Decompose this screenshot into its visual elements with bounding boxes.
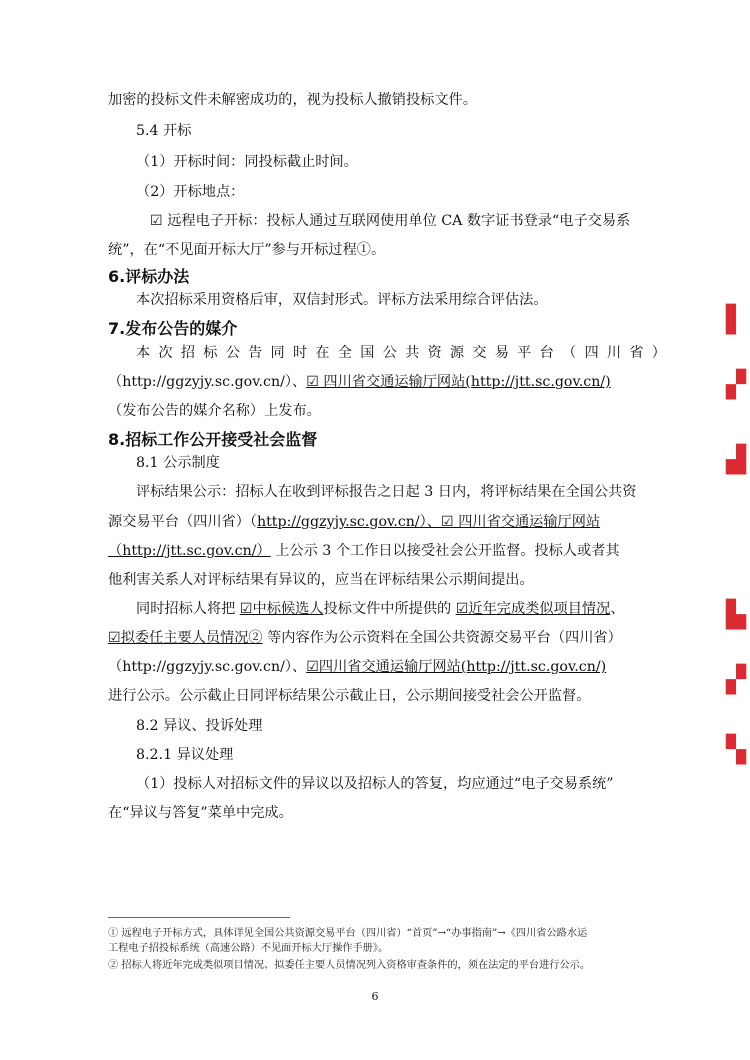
page-number: 6 xyxy=(371,990,379,1003)
spread-char: 招 xyxy=(180,345,196,361)
footnote-1: ① 远程电子开标方式，具体详见全国公共资源交易平台（四川省）“首页”→“办事指南”→《四川省公路水运 xyxy=(108,928,588,939)
text-span: 上公示 3 个工作日以接受社会公开监督。投标人或者其 xyxy=(270,543,620,559)
seal-mark: ▚ xyxy=(726,735,746,765)
text-span: 源交易平台（四川省）（ xyxy=(108,514,257,530)
paragraph-line xyxy=(108,541,668,561)
spread-char: 次 xyxy=(158,345,173,361)
seal-mark: ▙ xyxy=(726,600,746,630)
paragraph-line: （2）开标地点： xyxy=(136,184,245,200)
section-7-heading: 7.发布公告的媒介 xyxy=(108,319,238,338)
paragraph-line: 统”，在“不见面开标大厅”参与开标过程①。 xyxy=(108,242,386,258)
spread-char: 同 xyxy=(270,345,285,361)
paragraph-line xyxy=(108,372,668,392)
paragraph-line-spread xyxy=(136,343,666,363)
text-span: 投标文件中所提供的 xyxy=(323,601,456,617)
paragraph-line: 评标结果公示：招标人在收到评标报告之日起 3 日内，将评标结果在全国公共资 xyxy=(136,484,637,500)
spread-char: 共 xyxy=(405,345,420,361)
paragraph-line: （发布公告的媒介名称）上发布。 xyxy=(108,403,321,419)
spread-char: 资 xyxy=(427,345,442,361)
spread-char: 源 xyxy=(449,345,465,361)
paragraph-line: 加密的投标文件未解密成功的，视为投标人撤销投标文件。 xyxy=(108,92,477,108)
spread-char: 标 xyxy=(203,345,218,361)
paragraph-line: 本次招标采用资格后审，双信封形式。评标方法采用综合评估法。 xyxy=(136,292,548,308)
section-8-heading: 8.招标工作公开接受社会监督 xyxy=(108,430,318,449)
spread-char: 本 xyxy=(136,345,151,361)
spread-char: 台 xyxy=(539,345,554,361)
spread-char: 全 xyxy=(337,345,352,361)
paragraph-line xyxy=(108,628,668,648)
media-link[interactable]: ☑ 四川省交通运输厅网站(http://jtt.sc.gov.cn/) xyxy=(306,374,611,390)
spread-char: 平 xyxy=(517,345,532,361)
spread-char: 川 xyxy=(606,345,622,361)
section-8-1-title: 8.1 公示制度 xyxy=(136,455,220,471)
spread-char: 公 xyxy=(225,345,240,361)
paragraph-line xyxy=(136,599,696,619)
paragraph-line: （1）开标时间：同投标截止时间。 xyxy=(136,154,358,170)
paragraph-line xyxy=(108,657,668,677)
spread-char: 告 xyxy=(248,345,263,361)
paragraph-line: （1）投标人对招标文件的异议以及招标人的答复，均应通过“电子交易系统” xyxy=(136,776,614,792)
paragraph-line: 他利害关系人对评标结果有异议的，应当在评标结果公示期间提出。 xyxy=(108,572,534,588)
paragraph-line: 在“异议与答复”菜单中完成。 xyxy=(108,805,293,821)
spread-char: ） xyxy=(651,345,666,361)
seal-mark: ▌ xyxy=(726,305,746,335)
spread-char: 易 xyxy=(494,345,509,361)
url-link[interactable]: http://ggzyjy.sc.gov.cn/）、☑ 四川省交通运输厅网站 xyxy=(256,514,601,530)
spread-char: 省 xyxy=(629,345,644,361)
spread-char: 交 xyxy=(472,345,487,361)
text-span: 等内容作为公示资料在全国公共资源交易平台（四川省） xyxy=(262,630,622,646)
section-6-heading: 6.评标办法 xyxy=(108,267,190,286)
checkbox-key-personnel[interactable]: ☑拟委任主要人员情况② xyxy=(108,630,263,646)
footnote-divider xyxy=(108,917,290,918)
url-text: （http://ggzyjy.sc.gov.cn/）、 xyxy=(108,374,307,390)
spread-char: 在 xyxy=(315,345,330,361)
spread-char: 公 xyxy=(382,345,397,361)
spread-char: 国 xyxy=(360,345,375,361)
spread-char: （ xyxy=(562,345,577,361)
seal-mark: ▞ xyxy=(726,370,746,400)
checkbox-candidate[interactable]: ☑中标候选人 xyxy=(239,601,324,617)
media-link[interactable]: ☑四川省交通运输厅网站(http://jtt.sc.gov.cn/) xyxy=(306,659,607,675)
paragraph-line xyxy=(108,512,668,532)
section-5-4-title: 5.4 开标 xyxy=(136,123,192,139)
seal-mark: ▞ xyxy=(726,665,746,695)
paragraph-line: 进行公示。公示截止日同评标结果公示截止日，公示期间接受社会公开监督。 xyxy=(108,688,591,704)
spread-char: 时 xyxy=(292,345,308,361)
spread-char: 四 xyxy=(584,345,599,361)
text-span: 同时招标人将把 xyxy=(136,601,240,617)
section-8-2-1-title: 8.2.1 异议处理 xyxy=(136,747,234,763)
url-link[interactable]: （http://jtt.sc.gov.cn/） xyxy=(108,543,271,559)
text-span: 、 xyxy=(610,601,625,617)
paragraph-line: ☑ 远程电子开标：投标人通过互联网使用单位 CA 数字证书登录“电子交易系 xyxy=(150,213,631,229)
seal-mark: ▟ xyxy=(726,445,746,475)
footnote-2: ② 招标人将近年完成类似项目情况、拟委任主要人员情况列入资格审查条件的，须在法定的平台进行公示。 xyxy=(108,960,591,971)
url-text: （http://ggzyjy.sc.gov.cn/）、 xyxy=(108,659,307,675)
section-8-2-title: 8.2 异议、投诉处理 xyxy=(136,718,263,734)
checkbox-similar-projects[interactable]: ☑近年完成类似项目情况 xyxy=(455,601,611,617)
footnote-1-cont: 工程电子招投标系统（高速公路）不见面开标大厅操作手册》。 xyxy=(108,943,389,954)
